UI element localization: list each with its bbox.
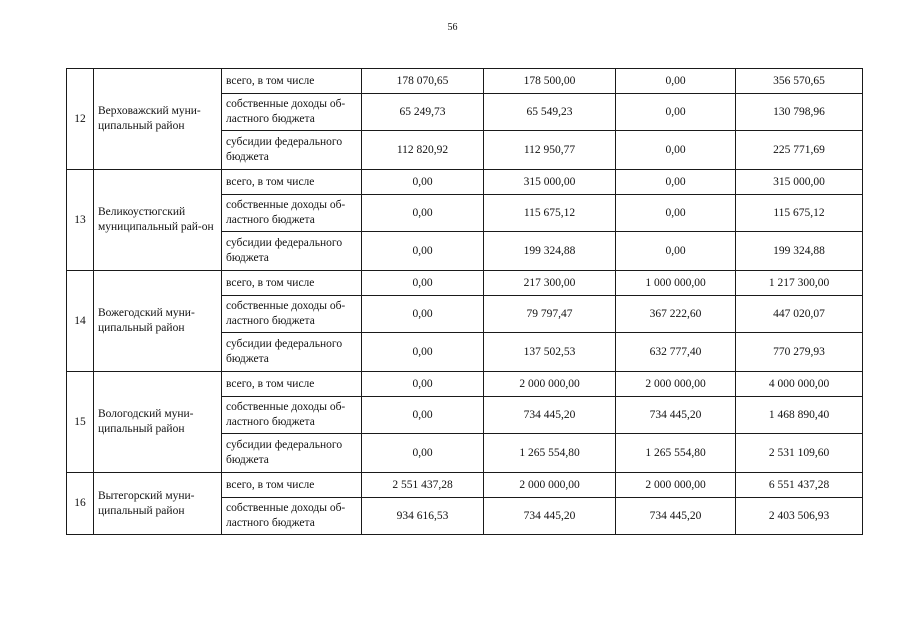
category-total: всего, в том числе	[222, 170, 362, 195]
row-number: 15	[67, 372, 94, 473]
value-cell: 447 020,07	[736, 296, 863, 333]
district-name: Верховажский муни-ципальный район	[94, 69, 222, 170]
value-cell: 4 000 000,00	[736, 372, 863, 397]
value-cell: 734 445,20	[484, 397, 616, 434]
value-cell: 178 500,00	[484, 69, 616, 94]
value-cell: 934 616,53	[362, 498, 484, 535]
value-cell: 0,00	[362, 397, 484, 434]
value-cell: 0,00	[362, 232, 484, 271]
value-cell: 6 551 437,28	[736, 473, 863, 498]
value-cell: 0,00	[362, 434, 484, 473]
table-row	[67, 271, 863, 296]
table-row	[67, 372, 863, 397]
page-number: 56	[447, 22, 458, 33]
category-federal-subsidy: субсидии федерального бюджета	[222, 333, 362, 372]
value-cell: 65 249,73	[362, 94, 484, 131]
value-cell: 367 222,60	[616, 296, 736, 333]
value-cell: 112 820,92	[362, 131, 484, 170]
category-own-revenue: собственные доходы об-ластного бюджета	[222, 195, 362, 232]
value-cell: 199 324,88	[484, 232, 616, 271]
value-cell: 65 549,23	[484, 94, 616, 131]
value-cell: 2 551 437,28	[362, 473, 484, 498]
value-cell: 1 000 000,00	[616, 271, 736, 296]
value-cell: 137 502,53	[484, 333, 616, 372]
value-cell: 0,00	[362, 296, 484, 333]
value-cell: 632 777,40	[616, 333, 736, 372]
table-row	[67, 170, 863, 195]
value-cell: 178 070,65	[362, 69, 484, 94]
value-cell: 770 279,93	[736, 333, 863, 372]
value-cell: 0,00	[362, 271, 484, 296]
value-cell: 0,00	[616, 131, 736, 170]
value-cell: 2 000 000,00	[616, 473, 736, 498]
value-cell: 79 797,47	[484, 296, 616, 333]
district-name: Вологодский муни-ципальный район	[94, 372, 222, 473]
value-cell: 315 000,00	[484, 170, 616, 195]
category-total: всего, в том числе	[222, 372, 362, 397]
category-own-revenue: собственные доходы об-ластного бюджета	[222, 498, 362, 535]
category-own-revenue: собственные доходы об-ластного бюджета	[222, 296, 362, 333]
category-own-revenue: собственные доходы об-ластного бюджета	[222, 94, 362, 131]
value-cell: 0,00	[616, 232, 736, 271]
value-cell: 0,00	[362, 170, 484, 195]
budget-table	[66, 68, 863, 535]
value-cell: 356 570,65	[736, 69, 863, 94]
value-cell: 115 675,12	[736, 195, 863, 232]
value-cell: 1 217 300,00	[736, 271, 863, 296]
category-own-revenue: собственные доходы об-ластного бюджета	[222, 397, 362, 434]
value-cell: 115 675,12	[484, 195, 616, 232]
value-cell: 217 300,00	[484, 271, 616, 296]
row-number: 16	[67, 473, 94, 535]
value-cell: 0,00	[616, 195, 736, 232]
category-federal-subsidy: субсидии федерального бюджета	[222, 232, 362, 271]
row-number: 14	[67, 271, 94, 372]
district-name: Вытегорский муни-ципальный район	[94, 473, 222, 535]
value-cell: 130 798,96	[736, 94, 863, 131]
value-cell: 1 265 554,80	[484, 434, 616, 473]
value-cell: 199 324,88	[736, 232, 863, 271]
table-row	[67, 69, 863, 94]
value-cell: 0,00	[362, 372, 484, 397]
value-cell: 225 771,69	[736, 131, 863, 170]
category-total: всего, в том числе	[222, 69, 362, 94]
value-cell: 0,00	[362, 333, 484, 372]
category-federal-subsidy: субсидии федерального бюджета	[222, 434, 362, 473]
value-cell: 2 000 000,00	[616, 372, 736, 397]
value-cell: 2 403 506,93	[736, 498, 863, 535]
value-cell: 0,00	[362, 195, 484, 232]
district-name: Великоустюгский муниципальный рай-он	[94, 170, 222, 271]
row-number: 12	[67, 69, 94, 170]
value-cell: 2 000 000,00	[484, 372, 616, 397]
row-number: 13	[67, 170, 94, 271]
value-cell: 1 468 890,40	[736, 397, 863, 434]
category-total: всего, в том числе	[222, 271, 362, 296]
category-federal-subsidy: субсидии федерального бюджета	[222, 131, 362, 170]
value-cell: 734 445,20	[484, 498, 616, 535]
value-cell: 315 000,00	[736, 170, 863, 195]
value-cell: 112 950,77	[484, 131, 616, 170]
value-cell: 1 265 554,80	[616, 434, 736, 473]
value-cell: 2 531 109,60	[736, 434, 863, 473]
value-cell: 0,00	[616, 69, 736, 94]
value-cell: 734 445,20	[616, 397, 736, 434]
value-cell: 2 000 000,00	[484, 473, 616, 498]
value-cell: 0,00	[616, 170, 736, 195]
value-cell: 734 445,20	[616, 498, 736, 535]
value-cell: 0,00	[616, 94, 736, 131]
table-row	[67, 473, 863, 498]
category-total: всего, в том числе	[222, 473, 362, 498]
district-name: Вожегодский муни-ципальный район	[94, 271, 222, 372]
